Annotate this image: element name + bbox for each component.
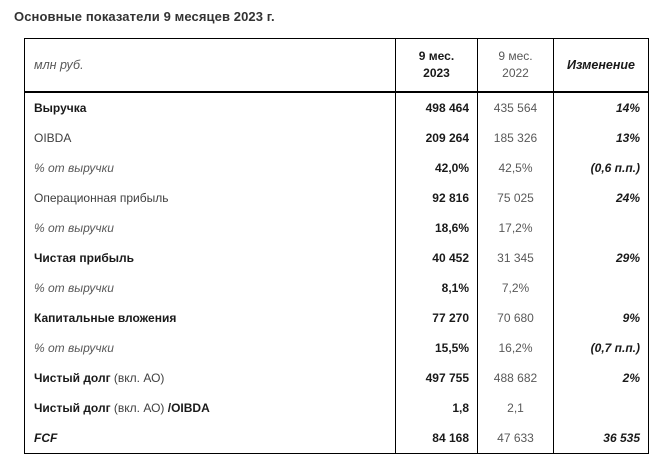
value-change: (0,6 п.п.) <box>554 153 649 183</box>
value-2023: 15,5% <box>396 333 478 363</box>
col-header-2022 <box>478 39 554 93</box>
value-change <box>554 213 649 243</box>
row-label <box>25 273 396 303</box>
row-label <box>25 92 396 123</box>
value-change: 24% <box>554 183 649 213</box>
table-row <box>25 153 649 183</box>
value-change <box>554 393 649 423</box>
value-2022: 2,1 <box>478 393 554 423</box>
value-2023: 497 755 <box>396 363 478 393</box>
value-2023: 209 264 <box>396 123 478 153</box>
row-label <box>25 183 396 213</box>
row-label-segment: Чистый долг <box>34 401 111 415</box>
value-2023: 8,1% <box>396 273 478 303</box>
value-2022: 185 326 <box>478 123 554 153</box>
table-row <box>25 393 649 423</box>
col-header-2022-line1: 9 мес. <box>498 48 533 63</box>
row-label <box>25 333 396 363</box>
table-row <box>25 213 649 243</box>
row-label-segment: Выручка <box>34 101 87 115</box>
value-2022: 47 633 <box>478 423 554 454</box>
value-2022: 31 345 <box>478 243 554 273</box>
col-header-2023 <box>396 39 478 93</box>
value-change: 2% <box>554 363 649 393</box>
row-label-segment: % от выручки <box>34 161 114 175</box>
value-2023: 18,6% <box>396 213 478 243</box>
table-row <box>25 363 649 393</box>
row-label <box>25 393 396 423</box>
col-header-2022-line2: 2022 <box>502 66 529 80</box>
value-2023: 498 464 <box>396 92 478 123</box>
value-change: 29% <box>554 243 649 273</box>
table-row <box>25 273 649 303</box>
value-change: 9% <box>554 303 649 333</box>
row-label-segment: /OIBDA <box>167 401 210 415</box>
indicators-table <box>24 38 649 454</box>
table-row <box>25 423 649 454</box>
value-2022: 435 564 <box>478 92 554 123</box>
row-label-segment: Чистый долг <box>34 371 111 385</box>
row-label-segment: % от выручки <box>34 341 114 355</box>
row-label-segment: Операционная прибыль <box>34 191 169 205</box>
value-2022: 70 680 <box>478 303 554 333</box>
value-2022: 16,2% <box>478 333 554 363</box>
page-title: Основные показатели 9 месяцев 2023 г. <box>14 9 275 24</box>
col-header-2023-line2: 2023 <box>423 66 450 80</box>
value-2022: 42,5% <box>478 153 554 183</box>
row-label-segment: (вкл. АО) <box>110 371 165 385</box>
value-2023: 42,0% <box>396 153 478 183</box>
value-2022: 488 682 <box>478 363 554 393</box>
row-label-segment: FCF <box>34 431 58 445</box>
table-row <box>25 92 649 123</box>
col-header-2023-line1: 9 мес. <box>418 48 455 63</box>
table-body <box>25 92 649 454</box>
table-row <box>25 303 649 333</box>
row-label <box>25 363 396 393</box>
row-label <box>25 423 396 454</box>
value-2023: 77 270 <box>396 303 478 333</box>
row-label-segment: Капитальные вложения <box>34 311 177 325</box>
value-change: (0,7 п.п.) <box>554 333 649 363</box>
value-2022: 7,2% <box>478 273 554 303</box>
row-label <box>25 303 396 333</box>
value-2022: 75 025 <box>478 183 554 213</box>
row-label <box>25 153 396 183</box>
col-header-change: Изменение <box>554 39 649 93</box>
value-change <box>554 273 649 303</box>
table-row <box>25 123 649 153</box>
row-label <box>25 213 396 243</box>
unit-label: млн руб. <box>25 39 396 93</box>
value-2023: 40 452 <box>396 243 478 273</box>
value-change: 14% <box>554 92 649 123</box>
value-change: 13% <box>554 123 649 153</box>
row-label <box>25 243 396 273</box>
value-2023: 1,8 <box>396 393 478 423</box>
value-change: 36 535 <box>554 423 649 454</box>
row-label-segment: % от выручки <box>34 281 114 295</box>
value-2022: 17,2% <box>478 213 554 243</box>
row-label-segment: OIBDA <box>34 131 72 145</box>
table-row <box>25 243 649 273</box>
value-2023: 84 168 <box>396 423 478 454</box>
value-2023: 92 816 <box>396 183 478 213</box>
row-label-segment: % от выручки <box>34 221 114 235</box>
table-row <box>25 333 649 363</box>
header-row <box>25 39 649 93</box>
table-row <box>25 183 649 213</box>
row-label <box>25 123 396 153</box>
row-label-segment: (вкл. АО) <box>110 401 168 415</box>
row-label-segment: Чистая прибыль <box>34 251 134 265</box>
